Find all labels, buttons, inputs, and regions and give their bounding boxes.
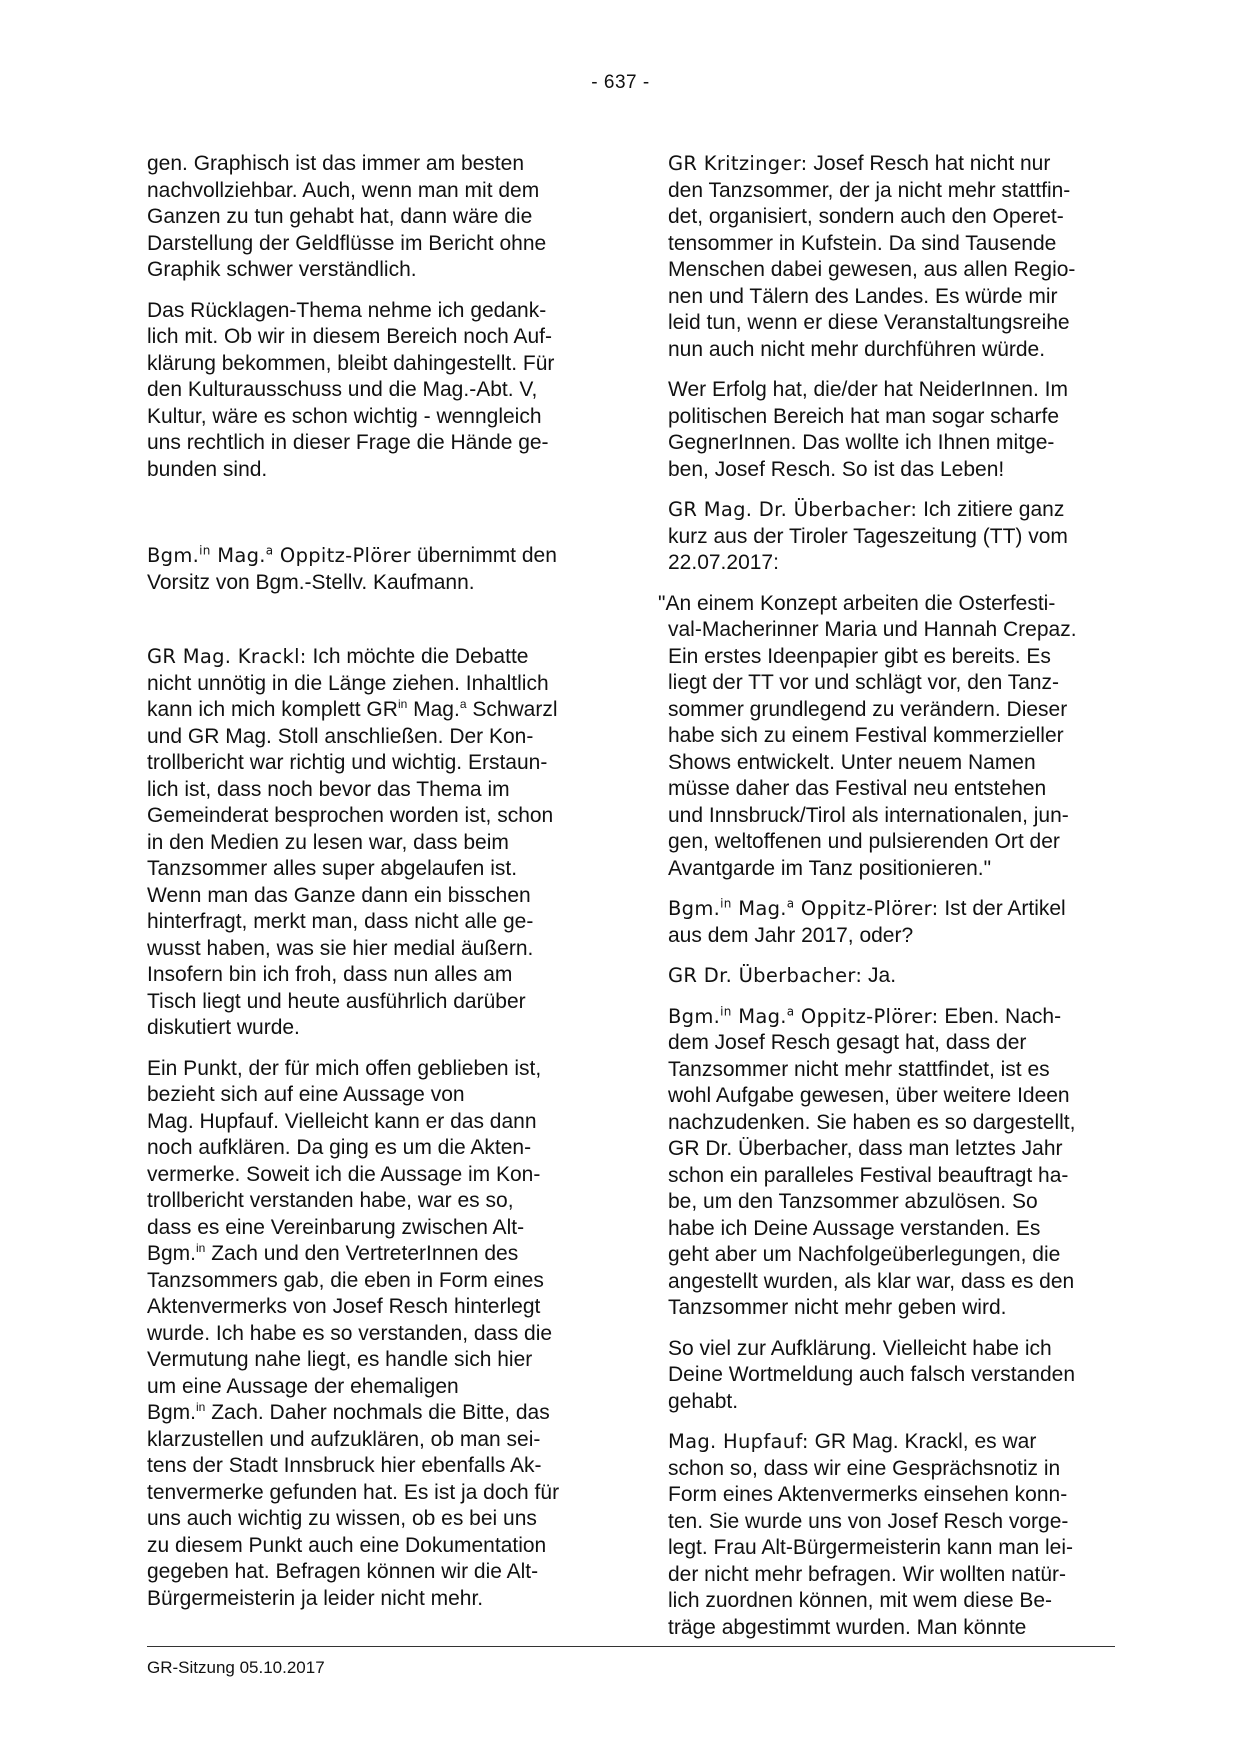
text-line: det, organisiert, sondern auch den Operet- — [668, 205, 1064, 228]
paragraph-mayor-question — [668, 896, 1118, 949]
text-line: tens der Stadt Innsbruck hier ebenfalls Ak- — [147, 1454, 542, 1477]
text-line: gegeben hat. Befragen können wir die Alt- — [147, 1560, 539, 1583]
text-line: lich ist, dass noch bevor das Thema im — [147, 777, 510, 801]
text-line: sommer grundlegend zu verändern. Dieser — [668, 697, 1068, 721]
footer-divider — [147, 1646, 1115, 1647]
text-line: Kultur, wäre es schon wichtig - wenngleich — [147, 404, 542, 428]
speaker-name: GR Mag. Dr. Überbacher: — [668, 498, 918, 521]
text-line: Vermutung nahe liegt, es handle sich hier — [147, 1348, 533, 1371]
right-column — [658, 151, 1118, 1655]
text-line: nachzudenken. Sie haben es so dargestellt, — [668, 1110, 1076, 1134]
text-line: kann ich mich komplett $GR^{in}$ Mag.$^a$ Schwarzl — [147, 697, 558, 721]
page-number: - 637 - — [591, 72, 650, 93]
text-line: Bürgermeisterin ja leider nicht mehr. — [147, 1586, 484, 1610]
quote-block — [658, 591, 1118, 883]
text-line: Ich zitiere ganz — [917, 498, 1065, 521]
text-line: liegt der TT vor und schlägt vor, den Tanz- — [668, 671, 1060, 694]
text-line: Gemeinderat besprochen worden ist, schon — [147, 804, 554, 827]
text-line: Ganzen zu tun gehabt hat, dann wäre die — [147, 205, 533, 228]
text-line: aus dem Jahr 2017, oder? — [668, 923, 914, 947]
text-line: lich mit. Ob wir in diesem Bereich noch Auf- — [147, 325, 552, 348]
text-line: nun auch nicht mehr durchführen würde. — [668, 337, 1046, 361]
text-line: der nicht mehr befragen. Wir wollten natür- — [668, 1562, 1067, 1586]
text-line: und Innsbruck/Tirol als internationalen, jun- — [668, 803, 1069, 827]
text-line: Insofern bin ich froh, dass nun alles am — [147, 963, 513, 986]
paragraph-graphic — [147, 151, 602, 284]
text-line: Deine Wortmeldung auch falsch verstanden — [668, 1363, 1076, 1386]
text-line: noch aufklären. Da ging es um die Akten- — [147, 1136, 532, 1159]
text-line: Ein erstes Ideenpapier gibt es bereits. Es — [668, 644, 1051, 668]
text-line: habe sich zu einem Festival kommerzieller — [668, 724, 1064, 747]
paragraph-ueberbacher — [668, 497, 1118, 577]
text-line: nicht unnötig in die Länge ziehen. Inhaltlich — [147, 671, 549, 695]
text-line: Bgm.$^{in}$ Zach. Daher nochmals die Bitte, das — [147, 1400, 550, 1424]
text-line: Tanzsommer alles super abgelaufen ist. — [147, 857, 518, 880]
text-line: wusst haben, was sie hier medial äußern. — [147, 936, 534, 960]
speaker-name: GR Kritzinger: — [668, 152, 808, 175]
paragraph-mayor-reply — [668, 1004, 1118, 1322]
text-line: Aktenvermerks von Josef Resch hinterlegt — [147, 1295, 541, 1318]
text-line: tenvermerke gefunden hat. Es ist ja doch für — [147, 1480, 560, 1504]
text-line: nachvollziehbar. Auch, wenn man mit dem — [147, 178, 540, 202]
text-line: tensommer in Kufstein. Da sind Tausende — [668, 231, 1057, 255]
text-line: den Tanzsommer, der ja nicht mehr stattfin- — [668, 178, 1071, 202]
paragraph-open-point — [147, 1056, 602, 1613]
text-line: zu diesem Punkt auch eine Dokumentation — [147, 1533, 547, 1557]
text-line: müsse daher das Festival neu entstehen — [668, 777, 1047, 800]
paragraph-hupfauf — [668, 1429, 1118, 1641]
speaker-name: Bgm.$^{in}$ Mag.$^a$ Oppitz-Plörer — [147, 543, 411, 567]
text-line: gen, weltoffenen und pulsierenden Ort der — [668, 830, 1060, 853]
text-line: Form eines Aktenvermerks einsehen konn- — [668, 1483, 1068, 1506]
text-line: habe ich Deine Aussage verstanden. Es — [668, 1216, 1041, 1240]
text-line: be, um den Tanzsommer abzulösen. So — [668, 1190, 1038, 1213]
spacer — [147, 610, 602, 644]
text-line: uns auch wichtig zu wissen, ob es bei uns — [147, 1507, 537, 1530]
text-line: hinterfragt, merkt man, dass nicht alle ge- — [147, 910, 534, 933]
text-line: 22.07.2017: — [668, 551, 779, 574]
text-line: leid tun, wenn er diese Veranstaltungsreihe — [668, 311, 1070, 334]
text-line: "An einem Konzept arbeiten die Osterfesti- — [658, 591, 1056, 615]
text-line: GR Dr. Überbacher, dass man letztes Jahr — [668, 1137, 1063, 1160]
text-line: Tanzsommer nicht mehr stattfindet, ist es — [668, 1057, 1050, 1081]
text-line: angestellt wurden, als klar war, dass es den — [668, 1269, 1075, 1293]
paragraph-ueberbacher-answer — [668, 963, 1118, 990]
left-column — [147, 151, 602, 1626]
text-line: klärung bekommen, bleibt dahingestellt. Für — [147, 351, 555, 375]
text-line: Eben. Nach- — [938, 1004, 1062, 1028]
text-line: Ich möchte die Debatte — [306, 645, 529, 668]
text-line: Bgm.$^{in}$ Zach und den VertreterInnen des — [147, 1241, 519, 1265]
text-line: wohl Aufgabe gewesen, über weitere Ideen — [668, 1084, 1070, 1107]
text-line: Tanzsommers gab, die eben in Form eines — [147, 1268, 544, 1292]
text-line: Mag. Hupfauf. Vielleicht kann er das dann — [147, 1109, 537, 1133]
text-line: Ein Punkt, der für mich offen geblieben ist, — [147, 1056, 542, 1080]
text-line: trollbericht verstanden habe, war es so, — [147, 1189, 514, 1212]
paragraph-krackl — [147, 644, 602, 1042]
paragraph-clarification — [668, 1336, 1118, 1416]
text-line: GR Mag. Krackl, es war — [808, 1430, 1037, 1453]
text-line: schon so, dass wir eine Gesprächsnotiz in — [668, 1456, 1061, 1480]
paragraph-kritzinger — [668, 151, 1118, 363]
text-line: So viel zur Aufklärung. Vielleicht habe ich — [668, 1336, 1052, 1360]
text-line: ten. Sie wurde uns von Josef Resch vorge- — [668, 1509, 1069, 1533]
speaker-name: Mag. Hupfauf: — [668, 1430, 809, 1453]
text-line: Tanzsommer nicht mehr geben wird. — [668, 1296, 1007, 1319]
text-line: geht aber um Nachfolgeüberlegungen, die — [668, 1243, 1061, 1266]
text-line: vermerke. Soweit ich die Aussage im Kon- — [147, 1162, 541, 1186]
text-line: uns rechtlich in dieser Frage die Hände ge- — [147, 431, 549, 454]
text-line: bezieht sich auf eine Aussage von — [147, 1083, 465, 1106]
text-line: politischen Bereich hat man sogar scharfe — [668, 404, 1060, 428]
text-line: schon ein paralleles Festival beauftragt ha- — [668, 1163, 1069, 1187]
paragraph-chair-change — [147, 543, 602, 596]
text-line: nen und Tälern des Landes. Es würde mir — [668, 284, 1058, 308]
text-line: ben, Josef Resch. So ist das Leben! — [668, 457, 1005, 481]
text-line: Wenn man das Ganze dann ein bisschen — [147, 883, 531, 907]
text-line: Das Rücklagen-Thema nehme ich gedank- — [147, 298, 547, 322]
text-line: Wer Erfolg hat, die/der hat NeiderInnen. Im — [668, 378, 1068, 401]
text-line: Vorsitz von Bgm.-Stellv. Kaufmann. — [147, 570, 475, 594]
text-line: den Kulturausschuss und die Mag.-Abt. V, — [147, 378, 538, 401]
text-line: legt. Frau Alt-Bürgermeisterin kann man lei- — [668, 1536, 1073, 1559]
text-line: Graphik schwer verständlich. — [147, 258, 417, 281]
text-line: übernimmt den — [410, 544, 557, 567]
speaker-name: Bgm.$^{in}$ Mag.$^a$ Oppitz-Plörer: — [668, 1004, 939, 1028]
text-line: gen. Graphisch ist das immer am besten — [147, 152, 524, 175]
text-line: kurz aus der Tiroler Tageszeitung (TT) vom — [668, 524, 1068, 548]
text-line: gehabt. — [668, 1389, 739, 1413]
text-line: Josef Resch hat nicht nur — [807, 152, 1051, 175]
text-line: Shows entwickelt. Unter neuem Namen — [668, 750, 1036, 774]
text-line: Menschen dabei gewesen, aus allen Regio- — [668, 258, 1076, 281]
spacer — [147, 497, 602, 543]
paragraph-reserves — [147, 298, 602, 484]
text-line: Darstellung der Geldflüsse im Bericht ohne — [147, 231, 547, 255]
text-line: trollbericht war richtig und wichtig. Erstaun- — [147, 751, 548, 774]
text-line: klarzustellen und aufzuklären, ob man sei- — [147, 1427, 541, 1451]
text-line: träge abgestimmt wurden. Man könnte — [668, 1615, 1027, 1639]
text-line: in den Medien zu lesen war, dass beim — [147, 830, 509, 854]
text-line: wurde. Ich habe es so verstanden, dass die — [147, 1321, 553, 1345]
text-line: GegnerInnen. Das wollte ich Ihnen mitge- — [668, 431, 1055, 454]
text-line: Ist der Artikel — [938, 897, 1066, 920]
speaker-name: GR Mag. Krackl: — [147, 645, 307, 668]
text-line: val-Macherinner Maria und Hannah Crepaz. — [668, 618, 1077, 641]
text-line: lich zuordnen können, mit wem diese Be- — [668, 1589, 1053, 1612]
text-line: Tisch liegt und heute ausführlich darüber — [147, 989, 526, 1013]
text-line: Ja. — [862, 964, 897, 987]
paragraph-success — [668, 377, 1118, 483]
text-line: diskutiert wurde. — [147, 1016, 300, 1039]
footer-session-date: GR-Sitzung 05.10.2017 — [147, 1658, 325, 1677]
text-line: und GR Mag. Stoll anschließen. Der Kon- — [147, 724, 534, 748]
text-line: um eine Aussage der ehemaligen — [147, 1374, 459, 1398]
text-line: dass es eine Vereinbarung zwischen Alt- — [147, 1215, 525, 1239]
text-line: Avantgarde im Tanz positionieren." — [668, 856, 992, 880]
text-line: bunden sind. — [147, 457, 268, 481]
speaker-name: GR Dr. Überbacher: — [668, 964, 863, 987]
speaker-name: Bgm.$^{in}$ Mag.$^a$ Oppitz-Plörer: — [668, 896, 939, 920]
text-line: dem Josef Resch gesagt hat, dass der — [668, 1031, 1027, 1054]
